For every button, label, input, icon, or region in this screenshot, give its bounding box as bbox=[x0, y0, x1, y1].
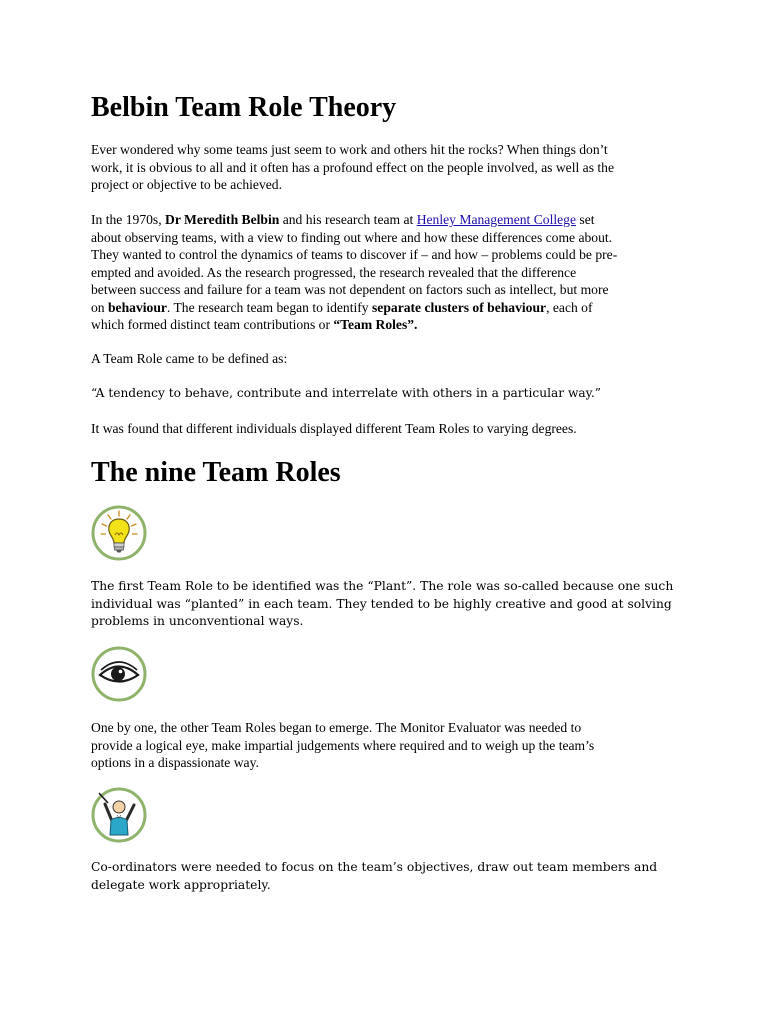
history-paragraph bbox=[91, 211, 679, 334]
text-line: between success and failure for a team was not dependent on factors such as intellect, but more bbox=[91, 282, 609, 297]
conductor-icon bbox=[91, 787, 147, 843]
text-line: They wanted to control the dynamics of teams to discover if – and how – problems could be pre- bbox=[91, 247, 618, 262]
eye-icon bbox=[91, 646, 147, 702]
lightbulb-icon bbox=[91, 505, 147, 561]
text-line: about observing teams, with a view to finding out where and how these differences come about. bbox=[91, 229, 613, 245]
text-run: set bbox=[576, 212, 595, 227]
emphasis-text: behaviour bbox=[108, 299, 167, 315]
section-heading: The nine Team Roles bbox=[91, 457, 341, 488]
text-line: One by one, the other Team Roles began to emerge. The Monitor Evaluator was needed to bbox=[91, 720, 582, 735]
intro-paragraph bbox=[91, 141, 679, 194]
plant-description bbox=[91, 578, 679, 631]
text-line: Ever wondered why some teams just seem to work and others hit the rocks? When things don’t bbox=[91, 142, 608, 157]
text-line: A Team Role came to be defined as: bbox=[91, 351, 288, 366]
text-line bbox=[91, 316, 679, 334]
text-line: Co-ordinators were needed to focus on the team’s objectives, draw out team members and bbox=[91, 860, 658, 874]
text-run: and his research team at bbox=[279, 212, 417, 227]
researcher-name: Dr Meredith Belbin bbox=[165, 212, 280, 227]
coordinator-description bbox=[91, 859, 679, 894]
text-line: empted and avoided. As the research progressed, the research revealed that the difference bbox=[91, 264, 577, 280]
text-run: on bbox=[91, 299, 108, 315]
monitor-evaluator-description bbox=[91, 719, 679, 772]
text-line: provide a logical eye, make impartial judgements where required and to weigh up the team’s bbox=[91, 737, 595, 753]
definition-quote bbox=[91, 385, 679, 403]
text-line bbox=[91, 299, 679, 317]
text-line: problems in unconventional ways. bbox=[91, 614, 304, 628]
text-line: The first Team Role to be identified was the “Plant”. The role was so-called because one such bbox=[91, 579, 674, 593]
page-title: Belbin Team Role Theory bbox=[91, 92, 397, 123]
text-line bbox=[91, 211, 679, 229]
finding-paragraph bbox=[91, 420, 679, 438]
emphasis-text: “Team Roles”. bbox=[333, 317, 418, 332]
text-line: work, it is obvious to all and it often has a profound effect on the people involved, as well as the bbox=[91, 159, 614, 175]
text-line: individual was “planted” in each team. They tended to be highly creative and good at solving bbox=[91, 596, 672, 611]
henley-college-link[interactable]: Henley Management College bbox=[416, 212, 576, 227]
text-line: “A tendency to behave, contribute and interrelate with others in a particular way.” bbox=[91, 386, 602, 400]
definition-intro bbox=[91, 350, 679, 368]
text-run: . The research team began to identify bbox=[166, 299, 373, 315]
text-line: options in a dispassionate way. bbox=[91, 755, 259, 770]
text-line: project or objective to be achieved. bbox=[91, 177, 282, 192]
emphasis-text: separate clusters of behaviour bbox=[372, 299, 547, 315]
text-line: delegate work appropriately. bbox=[91, 877, 271, 892]
text-run: , each of bbox=[546, 299, 593, 315]
text-line: It was found that different individuals displayed different Team Roles to varying degrees. bbox=[91, 421, 577, 436]
text-run: which formed distinct team contributions or bbox=[91, 317, 334, 332]
text-run: In the 1970s, bbox=[91, 212, 166, 227]
